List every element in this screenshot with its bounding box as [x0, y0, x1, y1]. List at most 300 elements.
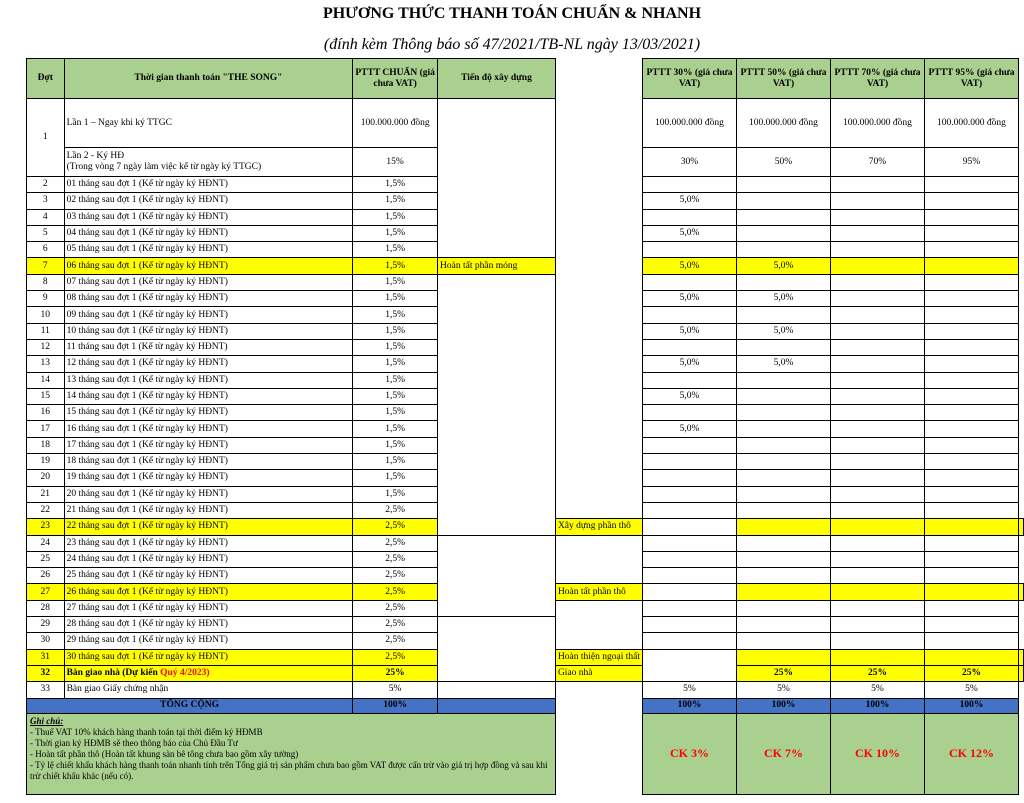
note-line: - Thuế VAT 10% khách hàng thanh toán tại thời điểm ký HĐMB — [30, 726, 263, 737]
cell-p30: 5,0% — [643, 421, 737, 437]
cell-dot: 6 — [27, 242, 65, 258]
cell-standard: 1,5% — [353, 225, 438, 241]
column-gap — [555, 470, 642, 486]
cell-standard: 15% — [353, 148, 438, 177]
cell-p50 — [736, 633, 830, 649]
cell-p50 — [736, 225, 830, 241]
cell-dot: 31 — [27, 649, 65, 665]
cell-dot: 26 — [27, 568, 65, 584]
cell-time: 11 tháng sau đợt 1 (Kể từ ngày ký HĐNT) — [64, 339, 353, 355]
cell-standard: 1,5% — [353, 242, 438, 258]
cell-standard: 1,5% — [353, 405, 438, 421]
column-gap — [555, 323, 642, 339]
cell-p95 — [924, 600, 1018, 616]
cell-time: 29 tháng sau đợt 1 (Kể từ ngày ký HĐNT) — [64, 633, 353, 649]
cell-dot: 27 — [27, 584, 65, 600]
cell-p95: 95% — [924, 148, 1018, 177]
discount-p50: CK 7% — [736, 713, 830, 794]
cell-time: 18 tháng sau đợt 1 (Kể từ ngày ký HĐNT) — [64, 454, 353, 470]
column-gap — [643, 649, 737, 665]
table-row — [27, 258, 1024, 274]
cell-p70: 100.000.000 đồng — [830, 99, 924, 148]
cell-p70 — [830, 291, 924, 307]
cell-p30: 5,0% — [643, 356, 737, 372]
cell-time: 02 tháng sau đợt 1 (Kể từ ngày ký HĐNT) — [64, 193, 353, 209]
cell-p30 — [643, 502, 737, 518]
notes-heading: Ghi chú: — [30, 715, 64, 726]
cell-standard: 5% — [353, 682, 438, 698]
cell-standard: 2,5% — [353, 633, 438, 649]
cell-standard: 25% — [353, 665, 438, 681]
cell-dot: 13 — [27, 356, 65, 372]
cell-p50 — [736, 617, 830, 633]
cell-standard: 1,5% — [353, 437, 438, 453]
cell-dot: 12 — [27, 339, 65, 355]
table-row-certificate — [27, 682, 1024, 698]
cell-p30 — [643, 535, 737, 551]
column-gap — [555, 405, 642, 421]
column-gap — [555, 356, 642, 372]
cell-time: 26 tháng sau đợt 1 (Kể từ ngày ký HĐNT) — [64, 584, 353, 600]
column-gap — [555, 225, 642, 241]
cell-standard: 1,5% — [353, 193, 438, 209]
cell-dot: 11 — [27, 323, 65, 339]
cell-p70 — [830, 258, 924, 274]
cell-dot: 25 — [27, 551, 65, 567]
cell-p70 — [830, 454, 924, 470]
cell-p50 — [736, 437, 830, 453]
column-gap — [555, 339, 642, 355]
cell-dot: 18 — [27, 437, 65, 453]
cell-p30 — [643, 339, 737, 355]
total-standard: 100% — [353, 698, 438, 713]
cell-dot: 30 — [27, 633, 65, 649]
column-gap — [643, 584, 737, 600]
cell-dot: 19 — [27, 454, 65, 470]
cell-p30 — [643, 617, 737, 633]
cell-dot: 10 — [27, 307, 65, 323]
cell-time: 05 tháng sau đợt 1 (Kể từ ngày ký HĐNT) — [64, 242, 353, 258]
total-p70: 100% — [830, 698, 924, 713]
cell-p70 — [830, 225, 924, 241]
cell-p95 — [924, 437, 1018, 453]
cell-progress — [438, 535, 556, 616]
cell-p70 — [830, 568, 924, 584]
cell-standard: 1,5% — [353, 454, 438, 470]
cell-p30 — [643, 633, 737, 649]
cell-p95 — [924, 177, 1018, 193]
cell-time: 16 tháng sau đợt 1 (Kể từ ngày ký HĐNT) — [64, 421, 353, 437]
cell-progress: Hoàn tất phần móng — [438, 258, 556, 274]
cell-time: 20 tháng sau đợt 1 (Kể từ ngày ký HĐNT) — [64, 486, 353, 502]
cell-standard: 2,5% — [353, 600, 438, 616]
cell-time: 10 tháng sau đợt 1 (Kể từ ngày ký HĐNT) — [64, 323, 353, 339]
cell-standard: 2,5% — [353, 535, 438, 551]
cell-time: 23 tháng sau đợt 1 (Kể từ ngày ký HĐNT) — [64, 535, 353, 551]
cell-p30 — [736, 519, 830, 535]
cell-standard: 1,5% — [353, 372, 438, 388]
cell-p30 — [643, 242, 737, 258]
cell-p30 — [643, 551, 737, 567]
cell-standard: 2,5% — [353, 617, 438, 633]
cell-p30 — [643, 486, 737, 502]
cell-progress — [438, 682, 556, 698]
cell-p95 — [924, 568, 1018, 584]
cell-p30 — [736, 584, 830, 600]
cell-p30: 5,0% — [643, 323, 737, 339]
cell-p70 — [830, 535, 924, 551]
cell-standard: 1,5% — [353, 388, 438, 404]
cell-p95 — [924, 307, 1018, 323]
cell-p70 — [830, 307, 924, 323]
cell-standard: 1,5% — [353, 258, 438, 274]
cell-p30 — [643, 568, 737, 584]
header-standard: PTTT CHUẨN (giá chưa VAT) — [353, 59, 438, 99]
cell-standard: 1,5% — [353, 356, 438, 372]
cell-p70 — [830, 617, 924, 633]
cell-p50: 5% — [736, 682, 830, 698]
column-gap — [555, 502, 642, 518]
cell-p70 — [830, 209, 924, 225]
cell-time: 03 tháng sau đợt 1 (Kể từ ngày ký HĐNT) — [64, 209, 353, 225]
cell-p50 — [736, 454, 830, 470]
column-gap — [555, 568, 642, 584]
cell-p70 — [830, 339, 924, 355]
header-p30: PTTT 30% (giá chưa VAT) — [643, 59, 737, 99]
cell-p70: 70% — [830, 148, 924, 177]
cell-progress — [438, 617, 556, 682]
cell-p50 — [736, 177, 830, 193]
cell-standard: 2,5% — [353, 584, 438, 600]
cell-p95 — [924, 193, 1018, 209]
cell-p70 — [830, 437, 924, 453]
cell-dot: 20 — [27, 470, 65, 486]
cell-p50 — [736, 600, 830, 616]
cell-p95 — [924, 339, 1018, 355]
column-gap — [555, 698, 642, 713]
cell-time: 24 tháng sau đợt 1 (Kể từ ngày ký HĐNT) — [64, 551, 353, 567]
cell-progress: Hoàn tất phần thô — [555, 584, 642, 600]
cell-p95 — [924, 274, 1018, 290]
cell-standard: 100.000.000 đồng — [353, 99, 438, 148]
cell-standard: 1,5% — [353, 421, 438, 437]
cell-p30 — [643, 454, 737, 470]
cell-dot: 15 — [27, 388, 65, 404]
column-gap — [555, 486, 642, 502]
cell-p50: 5,0% — [736, 356, 830, 372]
table-row-lan1 — [27, 99, 1024, 148]
cell-p95 — [924, 405, 1018, 421]
cell-p95 — [924, 535, 1018, 551]
cell-p30 — [643, 274, 737, 290]
column-gap — [643, 665, 737, 681]
column-gap — [555, 193, 642, 209]
payment-schedule-table — [26, 58, 1024, 795]
cell-p50 — [736, 502, 830, 518]
cell-p95 — [1019, 519, 1024, 535]
cell-standard: 1,5% — [353, 339, 438, 355]
cell-time: 15 tháng sau đợt 1 (Kể từ ngày ký HĐNT) — [64, 405, 353, 421]
cell-p70: 25% — [924, 665, 1018, 681]
cell-dot: 4 — [27, 209, 65, 225]
column-gap — [555, 209, 642, 225]
cell-dot: 1 — [27, 99, 65, 177]
column-gap — [555, 99, 642, 148]
cell-time: 25 tháng sau đợt 1 (Kể từ ngày ký HĐNT) — [64, 568, 353, 584]
cell-p70 — [830, 633, 924, 649]
cell-p95 — [924, 551, 1018, 567]
column-gap — [555, 242, 642, 258]
cell-p95: 100.000.000 đồng — [924, 99, 1018, 148]
cell-p70: 5% — [830, 682, 924, 698]
cell-p95 — [924, 209, 1018, 225]
cell-p50: 50% — [736, 148, 830, 177]
column-gap — [555, 713, 642, 794]
cell-dot: 23 — [27, 519, 65, 535]
total-p95: 100% — [924, 698, 1018, 713]
cell-p50 — [736, 274, 830, 290]
cell-p95 — [924, 633, 1018, 649]
cell-standard: 2,5% — [353, 502, 438, 518]
note-line: - Tỷ lệ chiết khấu khách hàng thanh toán nhanh tính trên Tổng giá trị sản phẩm chưa bao gồm VAT được cấn trừ vào giá trị hợp đồng và sau khi trừ chiết khấu khác (nếu có). — [30, 759, 548, 781]
cell-p50 — [736, 339, 830, 355]
cell-standard: 1,5% — [353, 209, 438, 225]
cell-standard: 2,5% — [353, 649, 438, 665]
cell-p95 — [924, 225, 1018, 241]
cell-standard: 1,5% — [353, 177, 438, 193]
cell-p30 — [643, 372, 737, 388]
cell-p95 — [924, 372, 1018, 388]
column-gap — [555, 437, 642, 453]
cell-p70 — [830, 323, 924, 339]
cell-p70 — [830, 356, 924, 372]
cell-p70 — [830, 551, 924, 567]
cell-dot: 17 — [27, 421, 65, 437]
cell-time: 14 tháng sau đợt 1 (Kể từ ngày ký HĐNT) — [64, 388, 353, 404]
cell-p70 — [924, 584, 1018, 600]
table-row-notes — [27, 713, 1024, 794]
cell-p50 — [736, 388, 830, 404]
cell-p95 — [924, 258, 1018, 274]
cell-p50 — [736, 486, 830, 502]
cell-time: 01 tháng sau đợt 1 (Kể từ ngày ký HĐNT) — [64, 177, 353, 193]
cell-p70 — [830, 502, 924, 518]
cell-progress: Giao nhà — [555, 665, 642, 681]
column-gap — [555, 633, 642, 649]
cell-time: Bàn giao Giấy chứng nhận — [64, 682, 353, 698]
header-p70: PTTT 70% (giá chưa VAT) — [830, 59, 924, 99]
cell-p70 — [924, 649, 1018, 665]
column-gap — [555, 59, 642, 99]
cell-dot: 16 — [27, 405, 65, 421]
header-dot: Đợt — [27, 59, 65, 99]
cell-p30 — [736, 649, 830, 665]
cell-p95 — [924, 242, 1018, 258]
cell-dot: 5 — [27, 225, 65, 241]
cell-dot: 21 — [27, 486, 65, 502]
cell-dot: 2 — [27, 177, 65, 193]
column-gap — [555, 388, 642, 404]
cell-time: 22 tháng sau đợt 1 (Kể từ ngày ký HĐNT) — [64, 519, 353, 535]
cell-dot: 33 — [27, 682, 65, 698]
cell-standard: 1,5% — [353, 486, 438, 502]
cell-p95 — [1019, 665, 1024, 681]
cell-dot: 3 — [27, 193, 65, 209]
lan2-detail: (Trong vòng 7 ngày làm việc kể từ ngày ký TTGC) — [66, 162, 262, 172]
cell-p70 — [830, 421, 924, 437]
handover-quarter: Quý 4/2023) — [160, 668, 210, 679]
column-gap — [555, 177, 642, 193]
cell-time: Lần 1 – Ngay khi ký TTGC — [64, 99, 353, 148]
cell-p50: 5,0% — [736, 291, 830, 307]
cell-progress — [438, 99, 556, 258]
cell-p30: 5,0% — [643, 258, 737, 274]
cell-time — [64, 148, 353, 177]
cell-standard: 1,5% — [353, 274, 438, 290]
cell-p30 — [643, 177, 737, 193]
header-p50: PTTT 50% (giá chưa VAT) — [736, 59, 830, 99]
cell-standard: 1,5% — [353, 307, 438, 323]
column-gap — [555, 274, 642, 290]
cell-dot: 24 — [27, 535, 65, 551]
cell-p95 — [924, 291, 1018, 307]
cell-p30: 5,0% — [643, 388, 737, 404]
cell-p95 — [924, 454, 1018, 470]
cell-dot: 28 — [27, 600, 65, 616]
cell-p30 — [643, 405, 737, 421]
column-gap — [555, 421, 642, 437]
total-p50: 100% — [736, 698, 830, 713]
total-progress — [438, 698, 556, 713]
discount-p30: CK 3% — [643, 713, 737, 794]
cell-p95 — [924, 388, 1018, 404]
notes-cell — [27, 713, 556, 794]
cell-p30: 5,0% — [643, 193, 737, 209]
cell-dot: 9 — [27, 291, 65, 307]
cell-p50 — [736, 209, 830, 225]
cell-p50 — [736, 470, 830, 486]
cell-progress: Hoàn thiện ngoại thất — [555, 649, 642, 665]
cell-p70 — [924, 519, 1018, 535]
cell-progress — [438, 274, 556, 535]
cell-p30 — [643, 600, 737, 616]
discount-p95: CK 12% — [924, 713, 1018, 794]
cell-time: 19 tháng sau đợt 1 (Kể từ ngày ký HĐNT) — [64, 470, 353, 486]
cell-standard: 1,5% — [353, 323, 438, 339]
cell-p50 — [736, 568, 830, 584]
cell-standard: 2,5% — [353, 551, 438, 567]
cell-p30 — [643, 437, 737, 453]
cell-p70 — [830, 242, 924, 258]
handover-label: Bàn giao nhà (Dự kiến — [66, 668, 158, 679]
table-row — [27, 274, 1024, 290]
cell-time: 06 tháng sau đợt 1 (Kể từ ngày ký HĐNT) — [64, 258, 353, 274]
cell-p70 — [830, 388, 924, 404]
cell-dot: 22 — [27, 502, 65, 518]
cell-p95 — [924, 502, 1018, 518]
discount-p70: CK 10% — [830, 713, 924, 794]
cell-p50: 5,0% — [736, 323, 830, 339]
column-gap — [555, 454, 642, 470]
cell-standard: 1,5% — [353, 291, 438, 307]
header-p95: PTTT 95% (giá chưa VAT) — [924, 59, 1018, 99]
document-title: PHƯƠNG THỨC THANH TOÁN CHUẨN & NHANH — [322, 5, 702, 22]
cell-dot: 7 — [27, 258, 65, 274]
cell-p50: 25% — [830, 665, 924, 681]
cell-p50 — [830, 519, 924, 535]
cell-time: 17 tháng sau đợt 1 (Kể từ ngày ký HĐNT) — [64, 437, 353, 453]
cell-p70 — [830, 274, 924, 290]
cell-p70 — [830, 372, 924, 388]
cell-p50: 100.000.000 đồng — [736, 99, 830, 148]
cell-p30: 5,0% — [643, 225, 737, 241]
column-gap — [555, 291, 642, 307]
cell-p95 — [924, 356, 1018, 372]
cell-p95 — [924, 421, 1018, 437]
table-row — [27, 535, 1024, 551]
column-gap — [555, 372, 642, 388]
cell-p30: 30% — [643, 148, 737, 177]
column-gap — [555, 307, 642, 323]
cell-time: 12 tháng sau đợt 1 (Kể từ ngày ký HĐNT) — [64, 356, 353, 372]
note-line: - Hoàn tất phần thô (Hoàn tất khung sàn bê tông chưa bao gồm xây tường) — [30, 748, 299, 759]
cell-time: 28 tháng sau đợt 1 (Kể từ ngày ký HĐNT) — [64, 617, 353, 633]
table-row — [27, 617, 1024, 633]
cell-p70 — [830, 177, 924, 193]
cell-p30: 25% — [736, 665, 830, 681]
cell-time: 13 tháng sau đợt 1 (Kể từ ngày ký HĐNT) — [64, 372, 353, 388]
cell-p30 — [643, 307, 737, 323]
column-gap — [555, 617, 642, 633]
note-line: - Thời gian ký HĐMB sẽ theo thông báo của Chủ Đầu Tư — [30, 737, 238, 748]
cell-p30 — [643, 209, 737, 225]
cell-progress: Xây dựng phần thô — [555, 519, 642, 535]
cell-dot: 14 — [27, 372, 65, 388]
cell-p95 — [924, 486, 1018, 502]
cell-p70 — [830, 600, 924, 616]
cell-p70 — [830, 405, 924, 421]
cell-p95 — [1019, 584, 1024, 600]
cell-p50 — [736, 193, 830, 209]
cell-time: 08 tháng sau đợt 1 (Kể từ ngày ký HĐNT) — [64, 291, 353, 307]
table-row-total — [27, 698, 1024, 713]
lan2-title: Lần 2 - Ký HĐ — [66, 151, 125, 161]
cell-standard: 1,5% — [353, 470, 438, 486]
cell-time: 21 tháng sau đợt 1 (Kể từ ngày ký HĐNT) — [64, 502, 353, 518]
header-time: Thời gian thanh toán "THE SONG" — [64, 59, 353, 99]
cell-p50 — [830, 649, 924, 665]
column-gap — [555, 682, 642, 698]
column-gap — [555, 148, 642, 177]
cell-time: 07 tháng sau đợt 1 (Kể từ ngày ký HĐNT) — [64, 274, 353, 290]
cell-time — [64, 665, 353, 681]
cell-p50 — [736, 551, 830, 567]
total-p30: 100% — [643, 698, 737, 713]
cell-p70 — [830, 193, 924, 209]
cell-p50 — [736, 372, 830, 388]
column-gap — [555, 535, 642, 551]
total-label: TỔNG CỘNG — [27, 698, 353, 713]
cell-p95: 5% — [924, 682, 1018, 698]
column-gap — [555, 600, 642, 616]
cell-time: 04 tháng sau đợt 1 (Kể từ ngày ký HĐNT) — [64, 225, 353, 241]
cell-p30 — [643, 470, 737, 486]
column-gap — [643, 519, 737, 535]
cell-p50 — [736, 307, 830, 323]
cell-dot: 32 — [27, 665, 65, 681]
cell-standard: 2,5% — [353, 568, 438, 584]
cell-p50: 5,0% — [736, 258, 830, 274]
